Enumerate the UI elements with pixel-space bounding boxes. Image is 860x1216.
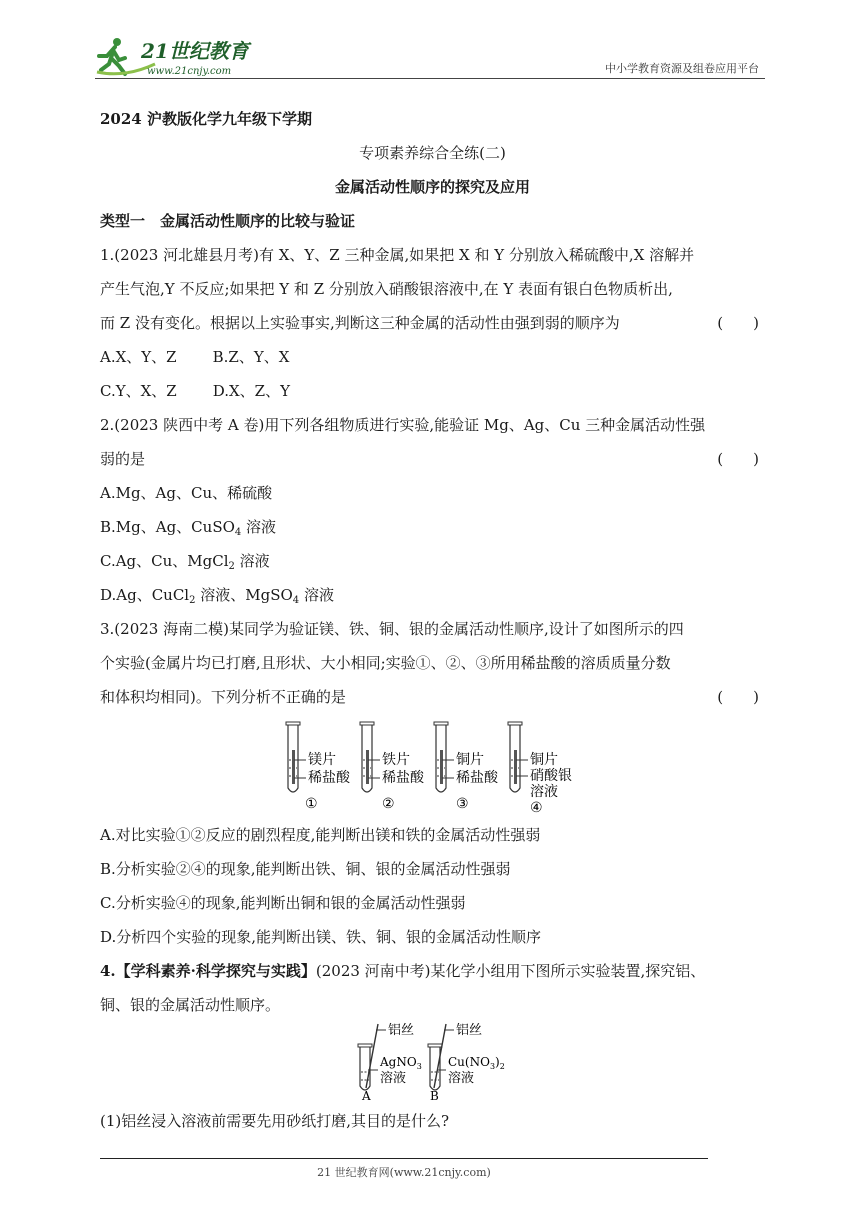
q1-line3 (100, 306, 765, 340)
tube-b-wire-label: 铝丝 (456, 1023, 483, 1038)
q2-option-c (100, 544, 765, 578)
q3-option-d: D.分析四个实验的现象,能判断出镁、铁、铜、银的金属活动性顺序 (100, 928, 542, 946)
q2-option-c-post: 溶液 (234, 552, 270, 570)
q2-option-c-sub: 2 (228, 561, 235, 572)
q2-option-d-sub2: 4 (292, 595, 300, 606)
q2-answer-paren: ( ) (717, 450, 759, 468)
section-heading: 类型一 金属活动性顺序的比较与验证 (100, 212, 356, 230)
tube-b-solution-close: ) (495, 1055, 500, 1069)
tube1-liquid-label: 稀盐酸 (308, 770, 350, 786)
tube-a (358, 1023, 422, 1103)
tube4-number: ④ (530, 800, 543, 816)
q3-line2: 个实验(金属片均已打磨,且形状、大小相同;实验①、②、③所用稀盐酸的溶质质量分数 (100, 654, 671, 672)
tube3-liquid-label: 稀盐酸 (456, 770, 498, 786)
q1-option-b: B.Z、Y、X (212, 348, 290, 366)
logo-url: www.21cnjy.com (147, 66, 232, 77)
logo (95, 34, 265, 78)
q2-line1: 2.(2023 陕西中考 A 卷)用下列各组物质进行实验,能验证 Mg、Ag、Cu 三种金属活动性强 (100, 416, 706, 434)
q1-answer-paren: ( ) (717, 314, 759, 332)
q2-option-a: A.Mg、Ag、Cu、稀硫酸 (100, 484, 273, 502)
tube-b-solution-formula: Cu(NO (448, 1055, 490, 1069)
tube2-liquid-label: 稀盐酸 (382, 770, 424, 786)
q1-option-a: A.X、Y、Z (100, 348, 177, 366)
tube2-number: ② (382, 796, 395, 812)
tube1-metal-label: 镁片 (308, 752, 336, 768)
tube4-liquid-label-2: 溶液 (530, 784, 558, 800)
q2-option-d-sub1: 2 (189, 595, 196, 606)
q1-options-ab (100, 340, 765, 374)
page-header (95, 30, 765, 80)
q4-tag: 4.【学科素养·科学探究与实践】 (100, 962, 316, 980)
header-divider (95, 78, 765, 79)
q1-options-cd (100, 374, 765, 408)
q2-option-b-text: B.Mg、Ag、CuSO (100, 518, 235, 536)
subtitle: 专项素养综合全练(二) (359, 144, 506, 162)
q1-line3-text: 而 Z 没有变化。根据以上实验事实,判断这三种金属的活动性由强到弱的顺序为 (100, 314, 620, 332)
aluminum-wire-figure (100, 1022, 765, 1104)
q3-line3-text: 和体积均相同)。下列分析不正确的是 (100, 688, 346, 706)
document-body (100, 102, 765, 1138)
tube3-number: ③ (456, 796, 469, 812)
q1-option-d: D.X、Z、Y (212, 382, 290, 400)
q2-option-b-post: 溶液 (241, 518, 277, 536)
test-tubes-figure (100, 714, 765, 818)
test-tube-4 (508, 722, 572, 816)
tube-b-solution-sub2: 2 (499, 1062, 505, 1071)
q2-line2 (100, 442, 765, 476)
tube1-number: ① (305, 796, 318, 812)
logo-title: 21世纪教育 (141, 39, 249, 63)
tube3-metal-label: 铜片 (456, 752, 484, 768)
test-tube-1 (286, 722, 351, 812)
q3-option-c: C.分析实验④的现象,能判断出铜和银的金属活动性强弱 (100, 894, 466, 912)
q1-line1: 1.(2023 河北雄县月考)有 X、Y、Z 三种金属,如果把 X 和 Y 分别放入稀硫酸中,X 溶解并 (100, 246, 695, 264)
q1-line2: 产生气泡,Y 不反应;如果把 Y 和 Z 分别放入硝酸银溶液中,在 Y 表面有银白色物质析出, (100, 280, 673, 298)
q3-option-b: B.分析实验②④的现象,能判断出铁、铜、银的金属活动性强弱 (100, 860, 511, 878)
tube-b-solution-sub1: 3 (489, 1062, 496, 1071)
q3-answer-paren: ( ) (717, 688, 759, 706)
q2-line2-text: 弱的是 (100, 450, 146, 468)
q2-option-d-post: 溶液 (299, 586, 334, 604)
q3-figure (100, 714, 765, 818)
platform-name: 中小学教育资源及组卷应用平台 (605, 62, 759, 75)
q2-option-d (100, 578, 765, 612)
tube-a-solution-word: 溶液 (380, 1071, 407, 1086)
q3-line3 (100, 680, 765, 714)
page-title: 金属活动性顺序的探究及应用 (334, 178, 530, 196)
course-title: 2024 沪教版化学九年级下学期 (100, 110, 312, 128)
page-footer: 21 世纪教育网(www.21cnjy.com) (317, 1166, 491, 1179)
tube-a-solution-label (379, 1055, 422, 1071)
tube-b-label: B (430, 1089, 439, 1103)
tube-a-solution-formula: AgNO (380, 1055, 417, 1069)
tube4-metal-label: 铜片 (530, 752, 558, 768)
tube-b-solution-word: 溶液 (448, 1071, 475, 1086)
test-tube-2 (360, 722, 425, 812)
tube4-liquid-label-1: 硝酸银 (530, 768, 572, 784)
q2-option-b-sub: 4 (234, 527, 242, 538)
q3-line1: 3.(2023 海南二模)某同学为验证镁、铁、铜、银的金属活动性顺序,设计了如图所示的四 (100, 620, 684, 638)
q2-option-d-text: D.Ag、CuCl (100, 586, 190, 604)
q1-option-c: C.Y、X、Z (100, 382, 177, 400)
tube-a-label: A (362, 1089, 371, 1103)
q3-option-a: A.对比实验①②反应的剧烈程度,能判断出镁和铁的金属活动性强弱 (100, 826, 541, 844)
test-tube-3 (434, 722, 499, 812)
q4-line1-text: (2023 河南中考)某化学小组用下图所示实验装置,探究铝、 (315, 962, 706, 980)
q4-figure (100, 1022, 765, 1104)
tube-a-solution-sub: 3 (416, 1062, 422, 1071)
q4-subquestion-1: (1)铝丝浸入溶液前需要先用砂纸打磨,其目的是什么? (100, 1112, 450, 1130)
tube-b (428, 1023, 505, 1103)
q2-option-d-mid: 溶液、MgSO (195, 586, 293, 604)
tube-a-wire-label: 铝丝 (388, 1023, 415, 1038)
q2-option-c-text: C.Ag、Cu、MgCl (100, 552, 229, 570)
tube2-metal-label: 铁片 (382, 752, 410, 768)
q4-line1 (100, 954, 765, 988)
footer-divider (100, 1158, 708, 1159)
q4-line2: 铜、银的金属活动性顺序。 (100, 996, 281, 1014)
tube-b-solution-label (448, 1055, 505, 1071)
q2-option-b (100, 510, 765, 544)
